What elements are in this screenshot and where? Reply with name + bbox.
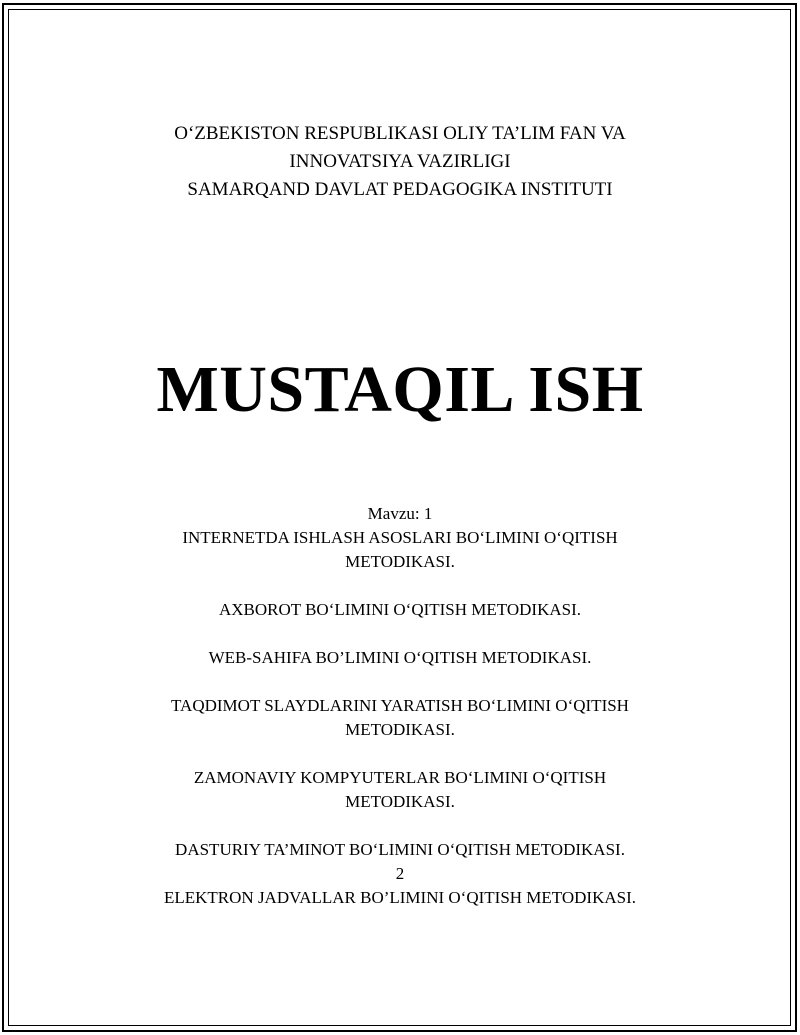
spacer [0,670,800,694]
spacer [0,742,800,766]
topic-line: METODIKASI. [345,720,455,739]
topic-line: WEB-SAHIFA BO’LIMINI O‘QITISH METODIKASI. [208,648,592,667]
topic-line: DASTURIY TA’MINOT BO‘LIMINI O‘QITISH METODIKASI. [175,840,625,859]
document-title: MUSTAQIL ISH [156,353,644,426]
topic-line: INTERNETDA ISHLASH ASOSLARI BO‘LIMINI O‘QITISH [182,528,618,547]
topic-number: 2 [395,864,405,883]
topic-line: ELEKTRON JADVALLAR BO’LIMINI O‘QITISH METODIKASI. [163,888,637,907]
header-line-institute: SAMARQAND DAVLAT PEDAGOGIKA INSTITUTI [187,179,613,200]
topic-line: METODIKASI. [345,552,455,571]
topic-line: METODIKASI. [345,792,455,811]
spacer [0,574,800,598]
institution-header [0,120,800,204]
topic-line: ZAMONAVIY KOMPYUTERLAR BO‘LIMINI O‘QITISH [193,768,607,787]
spacer [0,622,800,646]
spacer [0,814,800,838]
header-line-ministry: O‘ZBEKISTON RESPUBLIKASI OLIY TA’LIM FAN VA [174,123,626,144]
topic-label: Mavzu: 1 [367,504,433,523]
topic-line: TAQDIMOT SLAYDLARINI YARATISH BO‘LIMINI O‘QITISH [171,696,629,715]
topics-list [0,502,800,910]
topic-line: AXBOROT BO‘LIMINI O‘QITISH METODIKASI. [218,600,581,619]
header-line-ministry-cont: INNOVATSIYA VAZIRLIGI [289,151,511,172]
